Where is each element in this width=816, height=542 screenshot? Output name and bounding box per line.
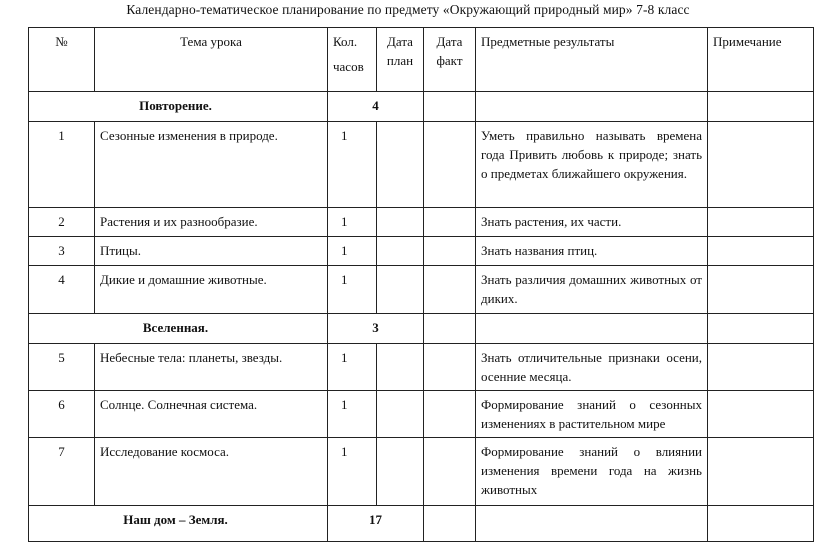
header-date-fact-line1: Дата bbox=[436, 34, 463, 49]
note-cell bbox=[708, 237, 814, 266]
table-row bbox=[29, 344, 814, 391]
header-hours bbox=[328, 28, 377, 92]
note-cell bbox=[708, 266, 814, 314]
date-fact-cell bbox=[424, 208, 476, 237]
lesson-hours: 1 bbox=[328, 344, 377, 391]
section-title: Вселенная. bbox=[29, 314, 328, 344]
lesson-result: Уметь правильно называть времена года Привить любовь к природе; знать о предметах ближайшего окружения. bbox=[476, 122, 708, 208]
note-cell bbox=[708, 391, 814, 438]
table-row bbox=[29, 237, 814, 266]
header-hours-line2: часов bbox=[333, 59, 364, 74]
section-hours: 3 bbox=[328, 314, 424, 344]
lesson-result: Формирование знаний о сезонных изменениях в растительном мире bbox=[476, 391, 708, 438]
date-fact-cell bbox=[424, 92, 476, 122]
lesson-topic: Небесные тела: планеты, звезды. bbox=[95, 344, 328, 391]
section-title: Повторение. bbox=[29, 92, 328, 122]
lesson-hours: 1 bbox=[328, 122, 377, 208]
results-cell bbox=[476, 506, 708, 542]
header-date-plan bbox=[377, 28, 424, 92]
note-cell bbox=[708, 122, 814, 208]
note-cell bbox=[708, 438, 814, 506]
date-fact-cell bbox=[424, 344, 476, 391]
lesson-num: 5 bbox=[29, 344, 95, 391]
date-fact-cell bbox=[424, 506, 476, 542]
lesson-hours: 1 bbox=[328, 237, 377, 266]
header-date-plan-line1: Дата bbox=[387, 34, 413, 49]
lesson-num: 2 bbox=[29, 208, 95, 237]
table-row bbox=[29, 438, 814, 506]
lesson-hours: 1 bbox=[328, 208, 377, 237]
date-plan-cell bbox=[377, 237, 424, 266]
header-date-fact-line2: факт bbox=[436, 53, 463, 68]
lesson-result: Формирование знаний о влиянии изменения времени года на жизнь животных bbox=[476, 438, 708, 506]
section-hours: 4 bbox=[328, 92, 424, 122]
lesson-result: Знать отличительные признаки осени, осенние месяца. bbox=[476, 344, 708, 391]
date-fact-cell bbox=[424, 314, 476, 344]
section-row bbox=[29, 92, 814, 122]
lesson-topic: Растения и их разнообразие. bbox=[95, 208, 328, 237]
table-row bbox=[29, 266, 814, 314]
table-row bbox=[29, 391, 814, 438]
section-hours: 17 bbox=[328, 506, 424, 542]
date-plan-cell bbox=[377, 344, 424, 391]
section-row bbox=[29, 506, 814, 542]
lesson-hours: 1 bbox=[328, 438, 377, 506]
note-cell bbox=[708, 92, 814, 122]
header-date-plan-line2: план bbox=[386, 53, 414, 68]
note-cell bbox=[708, 314, 814, 344]
lesson-result: Знать различия домашних животных от диких. bbox=[476, 266, 708, 314]
header-num: № bbox=[29, 28, 95, 92]
note-cell bbox=[708, 344, 814, 391]
header-hours-line1: Кол. bbox=[333, 34, 358, 49]
header-results: Предметные результаты bbox=[476, 28, 708, 92]
date-plan-cell bbox=[377, 266, 424, 314]
lesson-topic: Исследование космоса. bbox=[95, 438, 328, 506]
lesson-num: 7 bbox=[29, 438, 95, 506]
lesson-result: Знать растения, их части. bbox=[476, 208, 708, 237]
section-row bbox=[29, 314, 814, 344]
table-row bbox=[29, 208, 814, 237]
date-plan-cell bbox=[377, 438, 424, 506]
lesson-num: 1 bbox=[29, 122, 95, 208]
note-cell bbox=[708, 506, 814, 542]
lesson-topic: Солнце. Солнечная система. bbox=[95, 391, 328, 438]
lesson-num: 3 bbox=[29, 237, 95, 266]
header-note: Примечание bbox=[708, 28, 814, 92]
note-cell bbox=[708, 208, 814, 237]
date-plan-cell bbox=[377, 122, 424, 208]
date-fact-cell bbox=[424, 122, 476, 208]
lesson-num: 6 bbox=[29, 391, 95, 438]
lesson-hours: 1 bbox=[328, 391, 377, 438]
lesson-num: 4 bbox=[29, 266, 95, 314]
table-row bbox=[29, 122, 814, 208]
date-plan-cell bbox=[377, 391, 424, 438]
date-fact-cell bbox=[424, 266, 476, 314]
header-topic: Тема урока bbox=[95, 28, 328, 92]
date-fact-cell bbox=[424, 438, 476, 506]
date-fact-cell bbox=[424, 237, 476, 266]
date-fact-cell bbox=[424, 391, 476, 438]
header-row bbox=[29, 28, 814, 92]
lesson-result: Знать названия птиц. bbox=[476, 237, 708, 266]
lesson-hours: 1 bbox=[328, 266, 377, 314]
lesson-topic: Сезонные изменения в природе. bbox=[95, 122, 328, 208]
results-cell bbox=[476, 92, 708, 122]
document-title: Календарно-тематическое планирование по предмету «Окружающий природный мир» 7-8 класс bbox=[126, 2, 690, 17]
date-plan-cell bbox=[377, 208, 424, 237]
lesson-topic: Птицы. bbox=[95, 237, 328, 266]
lesson-topic: Дикие и домашние животные. bbox=[95, 266, 328, 314]
results-cell bbox=[476, 314, 708, 344]
planning-table bbox=[28, 27, 814, 542]
header-date-fact bbox=[424, 28, 476, 92]
section-title: Наш дом – Земля. bbox=[29, 506, 328, 542]
